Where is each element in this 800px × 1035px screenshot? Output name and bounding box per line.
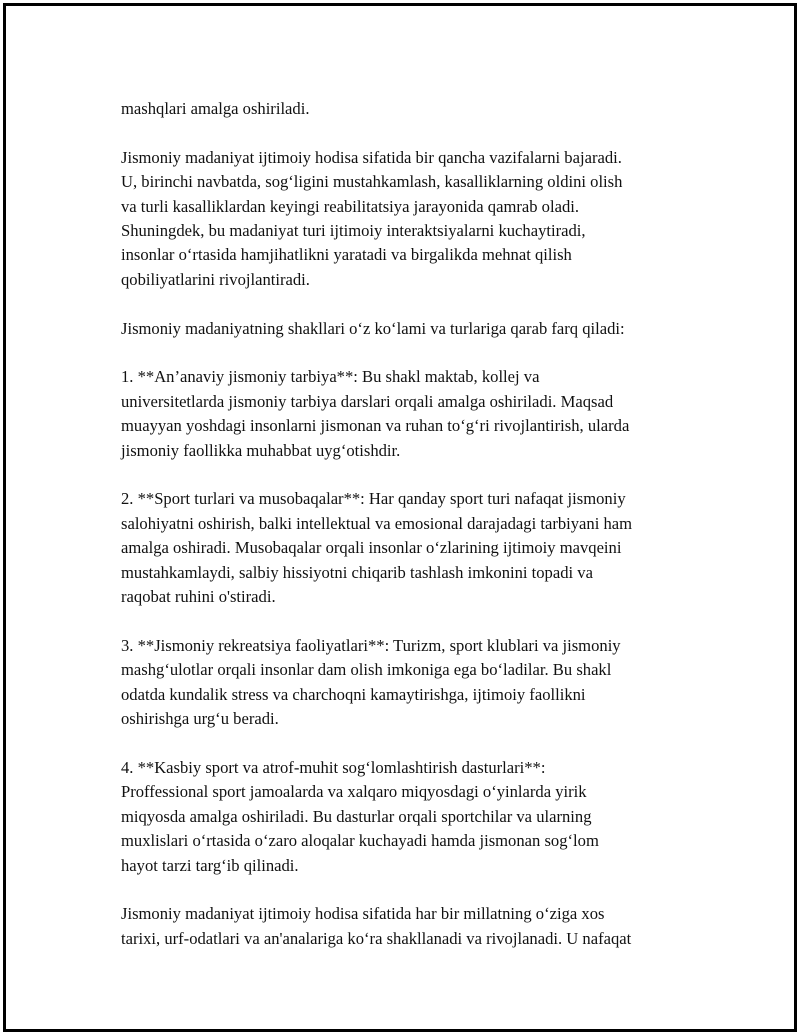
text-line: hayot tarzi targ‘ib qilinadi.: [121, 855, 299, 875]
text-line: Shuningdek, bu madaniyat turi ijtimoiy interaktsiyalarni kuchaytiradi,: [121, 221, 586, 241]
text-line: universitetlarda jismoniy tarbiya darslari orqali amalga oshiriladi. Maqsad: [121, 391, 614, 411]
text-line: Jismoniy madaniyat ijtimoiy hodisa sifatida har bir millatning o‘ziga xos: [121, 904, 605, 924]
text-line: oshirishga urg‘u beradi.: [121, 709, 279, 729]
paragraph-2: [121, 146, 711, 292]
text-line: Jismoniy madaniyat ijtimoiy hodisa sifatida bir qancha vazifalarni bajaradi.: [121, 147, 622, 167]
text-line: 3. **Jismoniy rekreatsiya faoliyatlari**: Turizm, sport klublari va jismoniy: [121, 635, 621, 655]
text-line: amalga oshiradi. Musobaqalar orqali insonlar o‘zlarining ijtimoiy mavqeini: [121, 538, 622, 558]
list-item-4: [121, 756, 711, 878]
text-line: 2. **Sport turlari va musobaqalar**: Har qanday sport turi nafaqat jismoniy: [121, 489, 626, 509]
text-line: salohiyatni oshirish, balki intellektual va emosional darajadagi tarbiyani ham: [121, 513, 633, 533]
text-line: mustahkamlaydi, salbiy hissiyotni chiqarib tashlash imkonini topadi va: [121, 562, 593, 582]
text-line: raqobat ruhini o'stiradi.: [121, 587, 276, 607]
text-line: insonlar o‘rtasida hamjihatlikni yaratadi va birgalikda mehnat qilish: [121, 245, 572, 265]
text-line: qobiliyatlarini rivojlantiradi.: [121, 269, 310, 289]
text-line: miqyosda amalga oshiriladi. Bu dasturlar orqali sportchilar va ularning: [121, 806, 592, 826]
text-line: mashqlari amalga oshiriladi.: [121, 99, 310, 118]
text-line: jismoniy faollikka muhabbat uyg‘otishdir.: [121, 440, 401, 460]
text-line: odatda kundalik stress va charchoqni kamaytirishga, ijtimoiy faollikni: [121, 684, 586, 704]
paragraph-3: [121, 317, 711, 341]
page-frame: [3, 3, 797, 1032]
paragraph-1: [121, 97, 711, 121]
text-line: U, birinchi navbatda, sog‘ligini mustahkamlash, kasalliklarning oldini olish: [121, 172, 623, 192]
text-line: Proffessional sport jamoalarda va xalqaro miqyosdagi o‘yinlarda yirik: [121, 782, 587, 802]
text-line: 1. **An’anaviy jismoniy tarbiya**: Bu shakl maktab, kollej va: [121, 367, 540, 387]
list-item-1: [121, 365, 711, 463]
document-body: [121, 97, 711, 976]
text-line: tarixi, urf-odatlari va an'analariga ko‘ra shakllanadi va rivojlanadi. U nafaqat: [121, 928, 632, 948]
text-line: 4. **Kasbiy sport va atrof-muhit sog‘lomlashtirish dasturlari**:: [121, 757, 546, 777]
text-line: Jismoniy madaniyatning shakllari o‘z ko‘lami va turlariga qarab farq qiladi:: [121, 318, 625, 338]
text-line: va turli kasalliklardan keyingi reabilitatsiya jarayonida qamrab oladi.: [121, 196, 580, 216]
list-item-2: [121, 487, 711, 609]
text-line: muayyan yoshdagi insonlarni jismonan va ruhan to‘g‘ri rivojlantirish, ularda: [121, 416, 630, 436]
text-line: mashg‘ulotlar orqali insonlar dam olish imkoniga ega bo‘ladilar. Bu shakl: [121, 660, 612, 680]
text-line: muxlislari o‘rtasida o‘zaro aloqalar kuchayadi hamda jismonan sog‘lom: [121, 831, 599, 851]
list-item-3: [121, 634, 711, 732]
paragraph-final: [121, 902, 711, 951]
